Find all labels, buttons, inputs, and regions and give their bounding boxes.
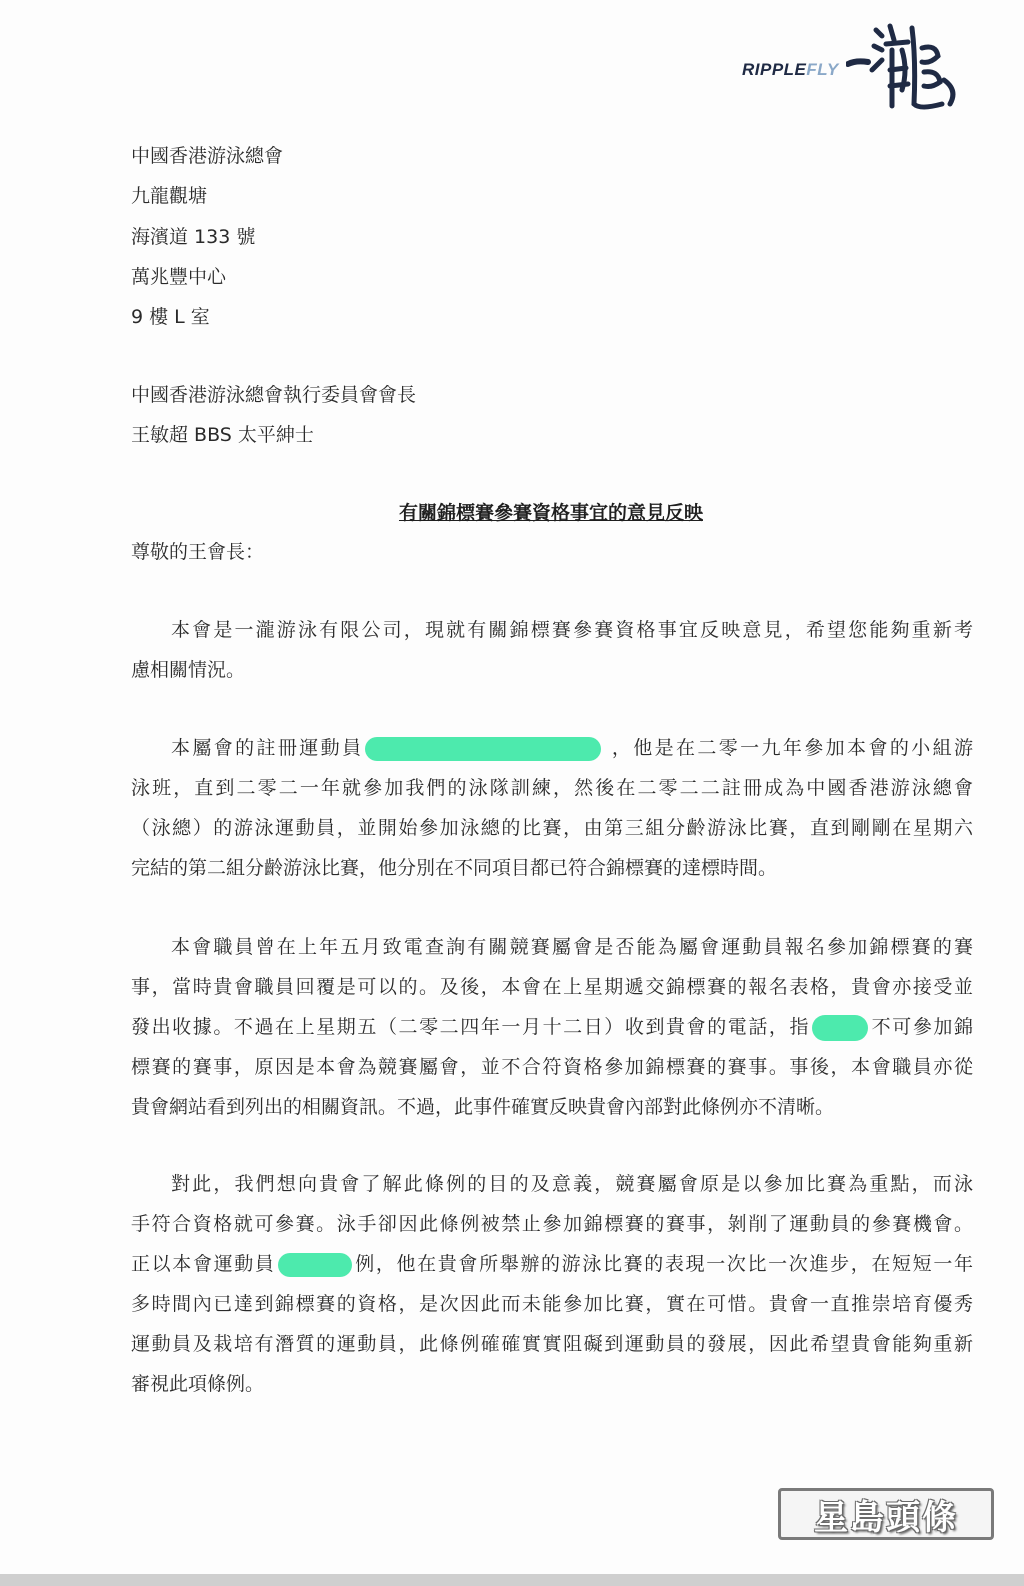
paragraph-line: 審視此項條例。 bbox=[131, 1373, 265, 1395]
address-line: 中國香港游泳總會 bbox=[131, 145, 284, 167]
paragraph-line: 多時間內已達到錦標賽的資格，是次因此而未能參加比賽，實在可惜。貴會一直推崇培育優秀 bbox=[131, 1293, 973, 1315]
salutation-text: 尊敬的王會長： bbox=[131, 541, 265, 563]
paragraph-line: 本會職員曾在上年五月致電查詢有關競賽屬會是否能為屬會運動員報名參加錦標賽的賽 bbox=[171, 936, 973, 958]
logo-text-fly: FLY bbox=[806, 60, 839, 79]
redaction-mark bbox=[812, 1015, 868, 1041]
address-line: 萬兆豐中心 bbox=[131, 265, 227, 288]
paragraph-line: 標賽的賽事，原因是本會為競賽屬會，並不合符資格參加錦標賽的賽事。事後，本會職員亦從 bbox=[131, 1056, 973, 1078]
paragraph-line bbox=[131, 1244, 973, 1284]
redaction-mark bbox=[365, 737, 601, 761]
text-fragment: ，他是在二零一九年參加本會的小組游 bbox=[609, 737, 973, 759]
logo-calligraphy-icon bbox=[846, 20, 964, 112]
paragraph-line: 完結的第二組分齡游泳比賽，他分別在不同項目都已符合錦標賽的達標時間。 bbox=[131, 857, 778, 879]
text-fragment: 發出收據。不過在上星期五（二零二四年一月十二日）收到貴會的電話，指 bbox=[131, 1016, 811, 1038]
watermark-logo: 星島頭條 bbox=[778, 1488, 994, 1540]
logo-text-ripple: RIPPLE bbox=[742, 60, 807, 79]
address-block bbox=[131, 136, 283, 337]
text-fragment: 例，他在貴會所舉辦的游泳比賽的表現一次比一次進步，在短短一年 bbox=[353, 1253, 973, 1275]
paragraph-line: 運動員及栽培有潛質的運動員，此條例確確實實阻礙到運動員的發展，因此希望貴會能夠重新 bbox=[131, 1333, 973, 1355]
paragraph-line bbox=[131, 728, 973, 768]
paragraph-line: 對此，我們想向貴會了解此條例的目的及意義，競賽屬會原是以參加比賽為重點，而泳 bbox=[171, 1173, 973, 1195]
paragraph-line: 事，當時貴會職員回覆是可以的。及後，本會在上星期遞交錦標賽的報名表格，貴會亦接受並 bbox=[131, 976, 973, 998]
bottom-edge-bar bbox=[0, 1574, 1024, 1586]
salutation bbox=[131, 532, 264, 572]
recipient-block bbox=[131, 375, 416, 456]
address-line: 海濱道 133 號 bbox=[131, 225, 256, 248]
paragraph-1 bbox=[131, 610, 973, 690]
address-line: 9 樓 L 室 bbox=[131, 306, 210, 329]
paragraph-line: （泳總）的游泳運動員，並開始參加泳總的比賽，由第三組分齡游泳比賽，直到剛剛在星期六 bbox=[131, 817, 973, 839]
paragraph-2 bbox=[131, 728, 973, 888]
recipient-line: 王敏超 BBS 太平紳士 bbox=[131, 424, 314, 447]
letter-subject: 有關錦標賽參賽資格事宜的意見反映 bbox=[398, 502, 703, 524]
text-fragment: 本屬會的註冊運動員 bbox=[171, 737, 364, 759]
redaction-mark bbox=[278, 1253, 352, 1277]
paragraph-line: 本會是一瀧游泳有限公司，現就有關錦標賽參賽資格事宜反映意見，希望您能夠重新考 bbox=[171, 619, 973, 641]
text-fragment: 不可參加錦 bbox=[870, 1016, 973, 1038]
paragraph-line: 手符合資格就可參賽。泳手卻因此條例被禁止參加錦標賽的賽事，剝削了運動員的參賽機會。 bbox=[131, 1213, 973, 1235]
paragraph-line: 貴會網站看到列出的相關資訊。不過，此事件確實反映貴會內部對此條例亦不清晰。 bbox=[131, 1096, 835, 1118]
recipient-line: 中國香港游泳總會執行委員會會長 bbox=[131, 384, 417, 406]
paragraph-line bbox=[131, 1007, 973, 1047]
paragraph-line: 泳班，直到二零二一年就參加我們的泳隊訓練，然後在二零二二註冊成為中國香港游泳總會 bbox=[131, 777, 973, 799]
paragraph-line: 慮相關情況。 bbox=[131, 659, 246, 681]
paragraph-4 bbox=[131, 1164, 973, 1404]
address-line: 九龍觀塘 bbox=[131, 185, 208, 208]
paragraph-3 bbox=[131, 927, 973, 1127]
ripplefly-logo bbox=[738, 20, 968, 115]
logo-wordmark bbox=[742, 60, 839, 80]
text-fragment: 正以本會運動員 bbox=[131, 1253, 276, 1275]
